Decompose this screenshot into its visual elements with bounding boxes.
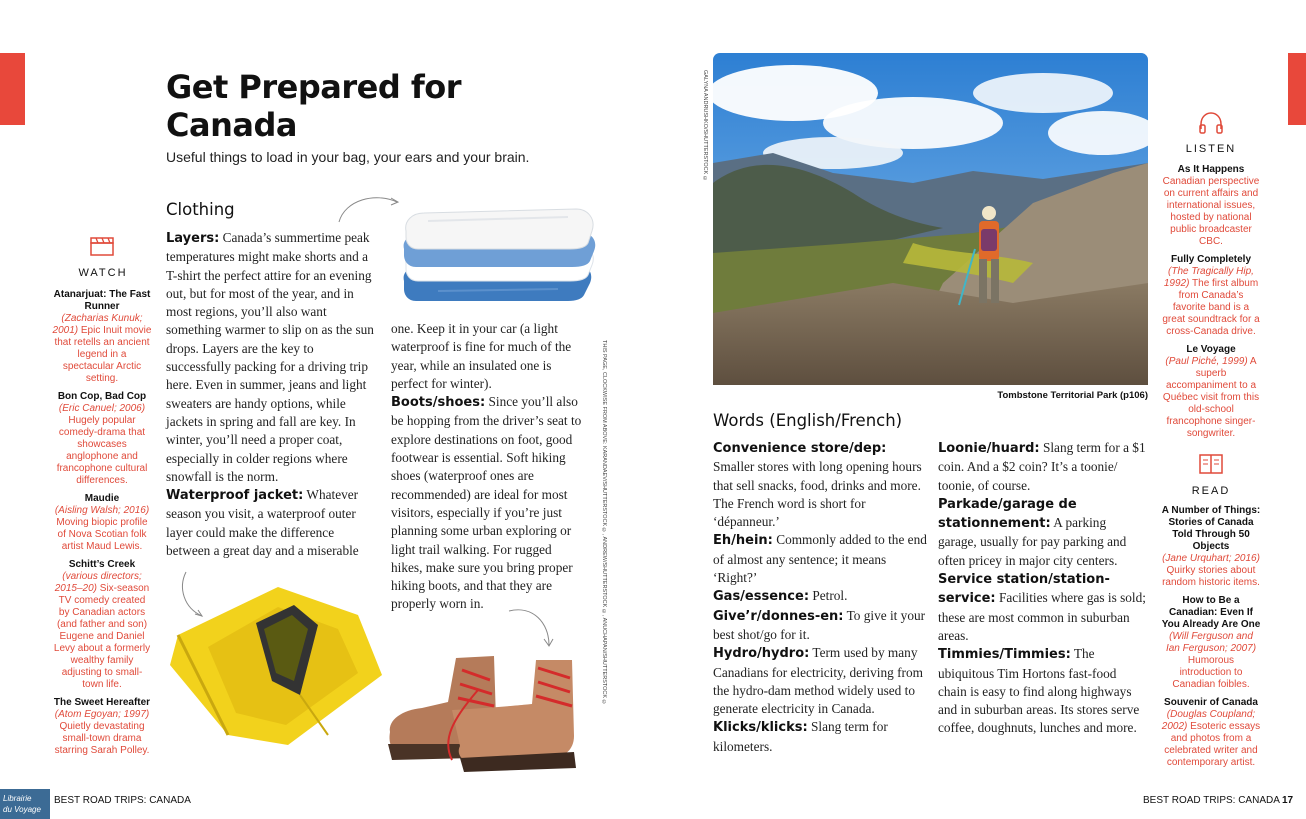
- footer-left: BEST ROAD TRIPS: CANADA: [54, 795, 191, 806]
- listen-list: As It Happens Canadian perspective on current affairs and international issues, hosted by national public broadcaster CBC. Fully Completely (The Tragically Hip, 1992) The first album from Canada’s favorite band is a great soundtrack for a cross-Canada drive. Le Voyage (Paul Piché, 1999) A superb accompaniment to a Québec visit from this old-school francophone singer-songwriter.: [1162, 164, 1260, 439]
- watch-icon-wrap: [89, 235, 115, 262]
- clothing-heading: Clothing: [166, 200, 235, 219]
- page-title: Get Prepared for Canada: [166, 68, 462, 144]
- yellow-jacket-image: [168, 585, 386, 747]
- read-list: A Number of Things: Stories of Canada Told Through 50 Objects (Jane Urquhart; 2016) Quirky stories about random historic items. How to Be a Canadian: Even If You Already Are One (Will Ferguson and Ian Ferguson; 2007) Humorous introduction to Canadian foibles. Souvenir of Canada (Douglas Coupland; 2002) Esoteric essays and photos from a celebrated writer and contemporary artist.: [1161, 505, 1261, 768]
- listen-heading: LISTEN: [1185, 143, 1237, 155]
- headphones-icon: [1198, 111, 1224, 135]
- photo-caption: Tombstone Territorial Park (p106): [997, 390, 1148, 401]
- folded-shirts-image: [398, 203, 600, 303]
- footer-right: BEST ROAD TRIPS: CANADA: [1143, 795, 1280, 806]
- left-edge-tab: [0, 53, 25, 125]
- hiking-boots-image: [382, 650, 582, 775]
- clothing-column-2: one. Keep it in your car (a light waterproof is fine for much of the year, while an insulated one is perfect for winter). Boots/shoes: Since you’ll also be hopping from the driver’s seat to explore destinations on foot, good footwear is essential. Soft hiking shoes (waterproof ones are recommended) are ideal for most visitors, especially if you’re just planning some urban exploring or light trail walking. For rugged hikes, make sure you bring proper hiking boots, and that they are properly worn in.: [391, 321, 582, 612]
- read-icon-wrap: [1198, 452, 1224, 481]
- clapperboard-icon: [89, 235, 115, 257]
- watch-heading: WATCH: [78, 267, 128, 279]
- tombstone-park-photo: [713, 53, 1148, 385]
- book-icon: [1198, 452, 1224, 476]
- library-badge-line1: Librairie: [3, 794, 32, 803]
- read-heading: READ: [1191, 485, 1231, 497]
- arrow-to-shirts: [335, 190, 405, 226]
- words-column-2: Loonie/huard: Slang term for a $1 coin. And a $2 coin? It’s a toonie/ toonie, of course. Parkade/garage de stationnement: A parking garage, usually for pay parking and often pricey in major city centers. Service station/station-service: Facilities where gas is sold; these are most common in suburban areas. Timmies/Timmies: The ubiquitous Tim Hortons fast-food chain is easy to find along highways and in suburban areas. Its stores serve coffee, doughnuts, lunches and more.: [938, 440, 1146, 736]
- library-badge: [0, 789, 50, 819]
- right-edge-tab: [1288, 53, 1306, 125]
- words-heading: Words (English/French): [713, 411, 903, 430]
- page-subtitle: Useful things to load in your bag, your ears and your brain.: [166, 149, 530, 165]
- landscape-photo-credit: GALYNA ANDRUSHKO/SHUTTERSTOCK ©: [702, 70, 708, 182]
- words-column-1: Convenience store/dep: Smaller stores with long opening hours that sell snacks, food, drinks and more. The French word is short for ‘dépanneur.’ Eh/hein: Commonly added to the end of almost any sentence; it means ‘Right?’ Gas/essence: Petrol. Give’r/donnes-en: To give it your best shot/go for it. Hydro/hydro: Term used by many Canadians for electricity, deriving from the hydro-dam method widely used to generate electricity in Canada. Klicks/klicks: Slang term for kilometers.: [713, 441, 927, 754]
- product-photo-credit: THIS PAGE, CLOCKWISE FROM ABOVE: KARANDAEV/SHUTTERSTOCK ©, ANDREW/SHUTTERSTOCK ©, ANUCHAPAN/SHUTTERSTOCK ©: [601, 340, 607, 706]
- arrow-to-boots: [505, 605, 555, 650]
- library-badge-line2: du Voyage: [3, 805, 41, 814]
- page-number: 17: [1282, 795, 1294, 806]
- clothing-column-1: Layers: Canada’s summertime peak temperatures might make shorts and a T-shirt the perfect attire for an evening out, but for most of the year, and in most regions, you’ll also want something warmer to slip on as the sun drops. Layers are the key to successfully packing for a driving trip here. Even in summer, jeans and light sweaters are handy options, while jackets in spring and fall are key. In winter, you’ll need a proper coat, especially in colder regions where snowfall is the norm. Waterproof jacket: Whatever season you visit, a waterproof outer layer could make the difference between a great day and a miserable: [166, 230, 374, 559]
- watch-list: Atanarjuat: The Fast Runner (Zacharias Kunuk; 2001) Epic Inuit movie that retells an ancient legend in a spectacular Arctic setting. Bon Cop, Bad Cop (Eric Canuel; 2006) Hugely popular comedy-drama that showcases anglophone and francophone cultural differences. Maudie (Aisling Walsh; 2016) Moving biopic profile of Nova Scotian folk artist Maud Lewis. Schitt’s Creek (various directors; 2015–20) Six-season TV comedy created by Canadian actors (and father and son) Eugene and Daniel Levy about a formerly wealthy family adjusting to small-town life. The Sweet Hereafter (Atom Egoyan; 1997) Quietly devastating small-town drama starring Sarah Polley.: [52, 289, 152, 756]
- listen-icon-wrap: [1198, 111, 1224, 140]
